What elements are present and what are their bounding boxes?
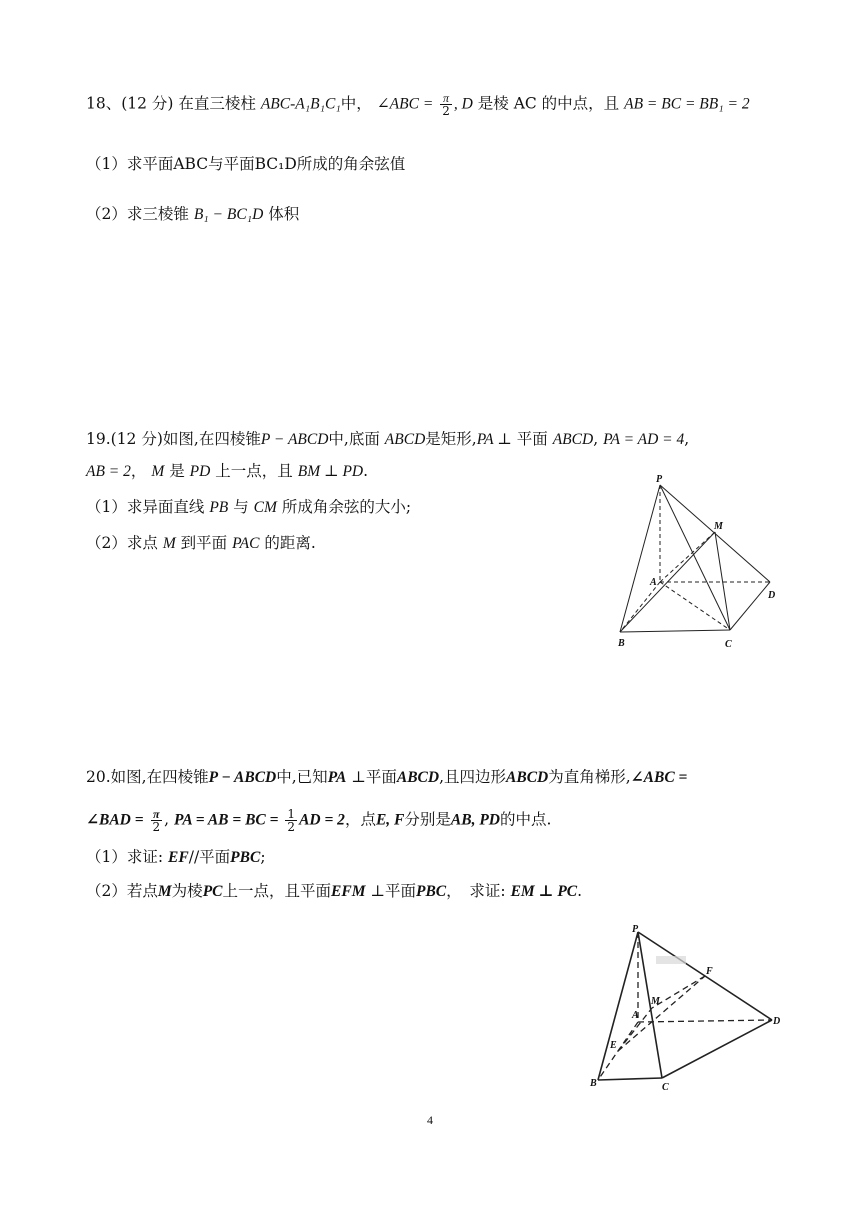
- q20-part1: （1）求证: EF//平面PBC;: [86, 848, 266, 866]
- edge-FM-dashed: [652, 976, 705, 1008]
- q19-stem-line1: 19.(12 分)如图,在四棱锥P − ABCD中,底面 ABCD是矩形,PA ⊥ 平面 ABCD, PA = AD = 4,: [86, 430, 690, 448]
- edge-AM-dashed: [660, 532, 715, 582]
- label-B: B: [618, 638, 625, 649]
- edge-PB: [620, 485, 660, 632]
- q20-part2: （2）若点M为棱PC上一点，且平面EFM ⊥平面PBC， 求证: EM ⊥ PC.: [86, 882, 583, 900]
- one-half-fraction: $\frac{1}{2}$: [287, 807, 296, 834]
- label-D: D: [773, 1016, 781, 1027]
- edge-BC: [620, 630, 730, 632]
- label-F: F: [706, 966, 713, 977]
- q19-part2: （2）求点 M 到平面 PAC 的距离.: [86, 534, 316, 552]
- q20-stem-line2: ∠BAD = $\frac{\pi}{2}$ , PA = AB = BC = $\frac{1}{2}$ AD = 2，点E, F分别是AB, PD的中点.: [86, 807, 552, 834]
- label-P: P: [632, 924, 639, 935]
- edge-PC: [660, 485, 730, 630]
- label-A: A: [650, 577, 657, 588]
- pyramid-figure-q20: [580, 920, 790, 1095]
- label-B: B: [590, 1078, 597, 1089]
- edge-AC-dashed: [660, 582, 730, 630]
- edge-BC: [598, 1078, 662, 1080]
- edge-AB-dashed: [620, 582, 660, 632]
- pi-over-2-fraction: $\frac{\pi}{2}$: [152, 807, 161, 834]
- page-number: 4: [427, 1113, 433, 1127]
- label-M: M: [714, 521, 723, 532]
- q18-stem: 18、(12 分) 在直三棱柱 ABC-A₁B₁C₁中， ∠ABC = $\frac{\pi}{2}$ , D 是棱 AC 的中点，且 AB = BC = BB₁ = 2: [86, 91, 750, 118]
- q20-stem-line1: 20.如图,在四棱锥P − ABCD中,已知PA ⊥平面ABCD,且四边形ABCD为直角梯形,∠ABC =: [86, 768, 688, 786]
- pyramid-figure-q19: [600, 470, 790, 655]
- label-M: M: [651, 996, 660, 1007]
- label-A: A: [632, 1010, 639, 1021]
- q19-part1: （1）求异面直线 PB 与 CM 所成角余弦的大小;: [86, 498, 412, 516]
- label-P: P: [656, 474, 663, 485]
- q19-stem-line2: AB = 2， M 是 PD 上一点，且 BM ⊥ PD.: [86, 462, 369, 480]
- q18-part1: （1）求平面ABC与平面BC₁D所成的角余弦值: [86, 155, 406, 173]
- pi-over-2-fraction: $\frac{\pi}{2}$: [442, 91, 450, 118]
- watermark-smudge: [656, 956, 686, 964]
- label-E: E: [610, 1040, 617, 1051]
- label-C: C: [725, 639, 732, 650]
- edge-CD: [662, 1020, 772, 1078]
- q18-part2: （2）求三棱锥 B₁ − BC₁D 体积: [86, 205, 300, 223]
- label-D: D: [768, 590, 776, 601]
- edge-CD: [730, 582, 770, 630]
- edge-AD-dashed: [638, 1020, 772, 1022]
- label-C: C: [662, 1082, 669, 1093]
- edge-PB: [598, 932, 638, 1080]
